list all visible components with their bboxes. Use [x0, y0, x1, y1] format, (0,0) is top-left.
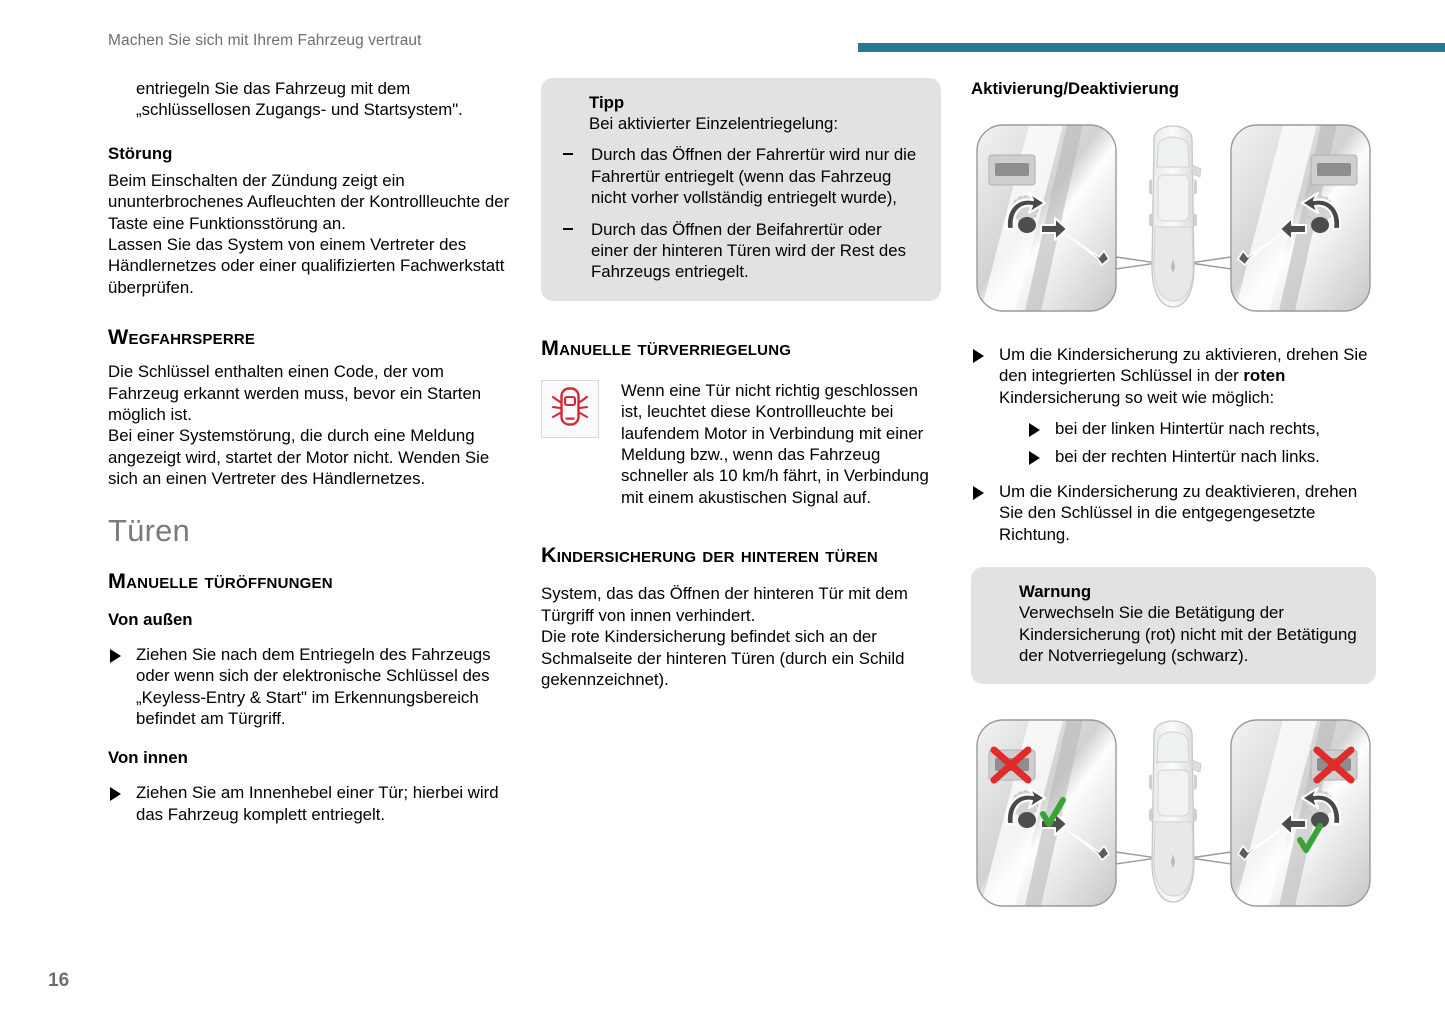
list-item-text-part-1: Um die Kindersicherung zu aktivieren, drehen Sie den integrierten Schlüssel in der	[999, 345, 1368, 386]
list-item-text: Ziehen Sie nach dem Entriegeln des Fahrzeugs oder wenn sich der elektronische Schlüssel des „Keyless-Entry & Start" im Erkennungsbereich befindet am Türgriff.	[136, 644, 491, 728]
heading-wegfahrsperre: Wegfahrsperre	[108, 325, 256, 350]
telltale-description: Wenn eine Tür nicht richtig geschlossen ist, leuchtet diese Kontrollleuchte bei laufendem Motor in Verbindung mit einer Meldung bzw., wenn das Fahrzeug schneller als 10 km/h fährt, in Verbindung mit einem akustischen Signal auf.	[621, 380, 929, 507]
dash-bullet-icon	[563, 153, 573, 155]
list-item	[108, 644, 511, 730]
dash-bullet-icon	[563, 228, 573, 230]
page-number: 16	[48, 970, 70, 991]
activation-sub-bullet-list	[1027, 418, 1376, 467]
list-item	[559, 144, 923, 208]
header-accent-rule	[858, 43, 1445, 52]
tip-callout-header	[559, 92, 923, 134]
child-lock-correct-incorrect-diagram	[971, 706, 1376, 921]
chapter-heading-tueren: Türen	[108, 512, 190, 548]
warning-callout	[971, 567, 1376, 684]
warning-callout-header	[989, 581, 1358, 666]
list-item-text: Um die Kindersicherung zu deaktivieren, drehen Sie den Schlüssel in die entgegengesetzte Richtung.	[999, 482, 1358, 544]
triangle-bullet-icon	[973, 486, 984, 500]
list-item	[108, 782, 511, 825]
triangle-bullet-icon	[110, 649, 121, 663]
von-innen-list	[108, 782, 511, 825]
triangle-bullet-icon	[1029, 423, 1040, 437]
middle-column	[541, 78, 941, 690]
heading-von-innen: Von innen	[108, 748, 188, 768]
heading-von-aussen: Von außen	[108, 609, 193, 629]
list-item-text: Ziehen Sie am Innenhebel einer Tür; hierbei wird das Fahrzeug komplett entriegelt.	[136, 783, 499, 824]
left-column	[108, 78, 511, 825]
running-header-title: Machen Sie sich mit Ihrem Fahrzeug vertraut	[108, 32, 422, 49]
list-item-text-emphasis: roten	[1243, 366, 1286, 386]
kindersicherung-paragraph-2: Die rote Kindersicherung befindet sich an der Schmalseite der hinteren Türen (durch ein Schild gekennzeichnet).	[541, 627, 905, 689]
list-item-text-part-2: Kindersicherung so weit wie möglich:	[999, 387, 1275, 407]
list-item	[559, 219, 923, 283]
list-item	[971, 344, 1376, 467]
tip-callout-title: Tipp	[589, 93, 625, 112]
tip-callout-intro: Bei aktivierter Einzelentriegelung:	[589, 114, 839, 133]
telltale-icon-frame	[541, 380, 599, 438]
list-item	[971, 481, 1376, 545]
heading-kindersicherung: Kindersicherung der hinteren türen	[541, 543, 878, 568]
page-columns	[108, 78, 1376, 921]
right-column	[971, 78, 1376, 921]
stoerung-paragraph-2: Lassen Sie das System von einem Vertreter des Händlernetzes oder einer qualifizierten Fachwerkstatt überprüfen.	[108, 235, 505, 297]
wegfahrsperre-paragraph-2: Bei einer Systemstörung, die durch eine Meldung angezeigt wird, startet der Motor nicht. Wenden Sie sich an einen Vertreter des Händlernetzes.	[108, 426, 490, 489]
stoerung-paragraph-1: Beim Einschalten der Zündung zeigt ein ununterbrochenes Aufleuchten der Kontrollleuchte der Taste eine Funktionsstörung an.	[108, 170, 510, 233]
tip-callout-list	[559, 144, 923, 282]
kindersicherung-paragraph-1: System, das das Öffnen der hinteren Tür mit dem Türgriff von innen verhindert.	[541, 584, 908, 625]
warning-callout-text: Verwechseln Sie die Betätigung der Kindersicherung (rot) nicht mit der Betätigung der Notverriegelung (schwarz).	[1019, 603, 1357, 666]
heading-aktivierung-deaktivierung: Aktivierung/Deaktivierung	[971, 79, 1179, 98]
warning-callout-title: Warnung	[1019, 582, 1092, 602]
wegfahrsperre-paragraph-1: Die Schlüssel enthalten einen Code, der vom Fahrzeug erkannt werden muss, bevor ein Starten möglich ist.	[108, 362, 482, 425]
telltale-row	[541, 380, 941, 508]
door-ajar-warning-icon	[550, 386, 590, 432]
continued-paragraph: entriegeln Sie das Fahrzeug mit dem „schlüssellosen Zugangs- und Startsystem".	[136, 79, 463, 120]
list-item-text: Durch das Öffnen der Fahrertür wird nur die Fahrertür entriegelt (wenn das Fahrzeug nicht vorher vollständig entriegelt wurde),	[591, 145, 917, 208]
triangle-bullet-icon	[973, 349, 984, 363]
heading-stoerung: Störung	[108, 143, 173, 163]
list-item	[1027, 446, 1376, 467]
list-item-text: Durch das Öffnen der Beifahrertür oder einer der hinteren Türen wird der Rest des Fahrzeugs entriegelt.	[591, 219, 906, 282]
triangle-bullet-icon	[1029, 451, 1040, 465]
heading-manuelle-tuerverriegelung: Manuelle türverriegelung	[541, 335, 792, 360]
page-header	[0, 30, 1445, 62]
list-item-text: bei der rechten Hintertür nach links.	[1055, 446, 1320, 466]
von-aussen-list	[108, 644, 511, 730]
list-item	[1027, 418, 1376, 439]
activation-bullet-list	[971, 344, 1376, 545]
triangle-bullet-icon	[110, 787, 121, 801]
heading-manuelle-tueroeffnungen: Manuelle türöffnungen	[108, 568, 333, 593]
tip-callout	[541, 78, 941, 301]
child-lock-key-rotation-diagram	[971, 117, 1376, 322]
list-item-text: bei der linken Hintertür nach rechts,	[1055, 419, 1320, 439]
